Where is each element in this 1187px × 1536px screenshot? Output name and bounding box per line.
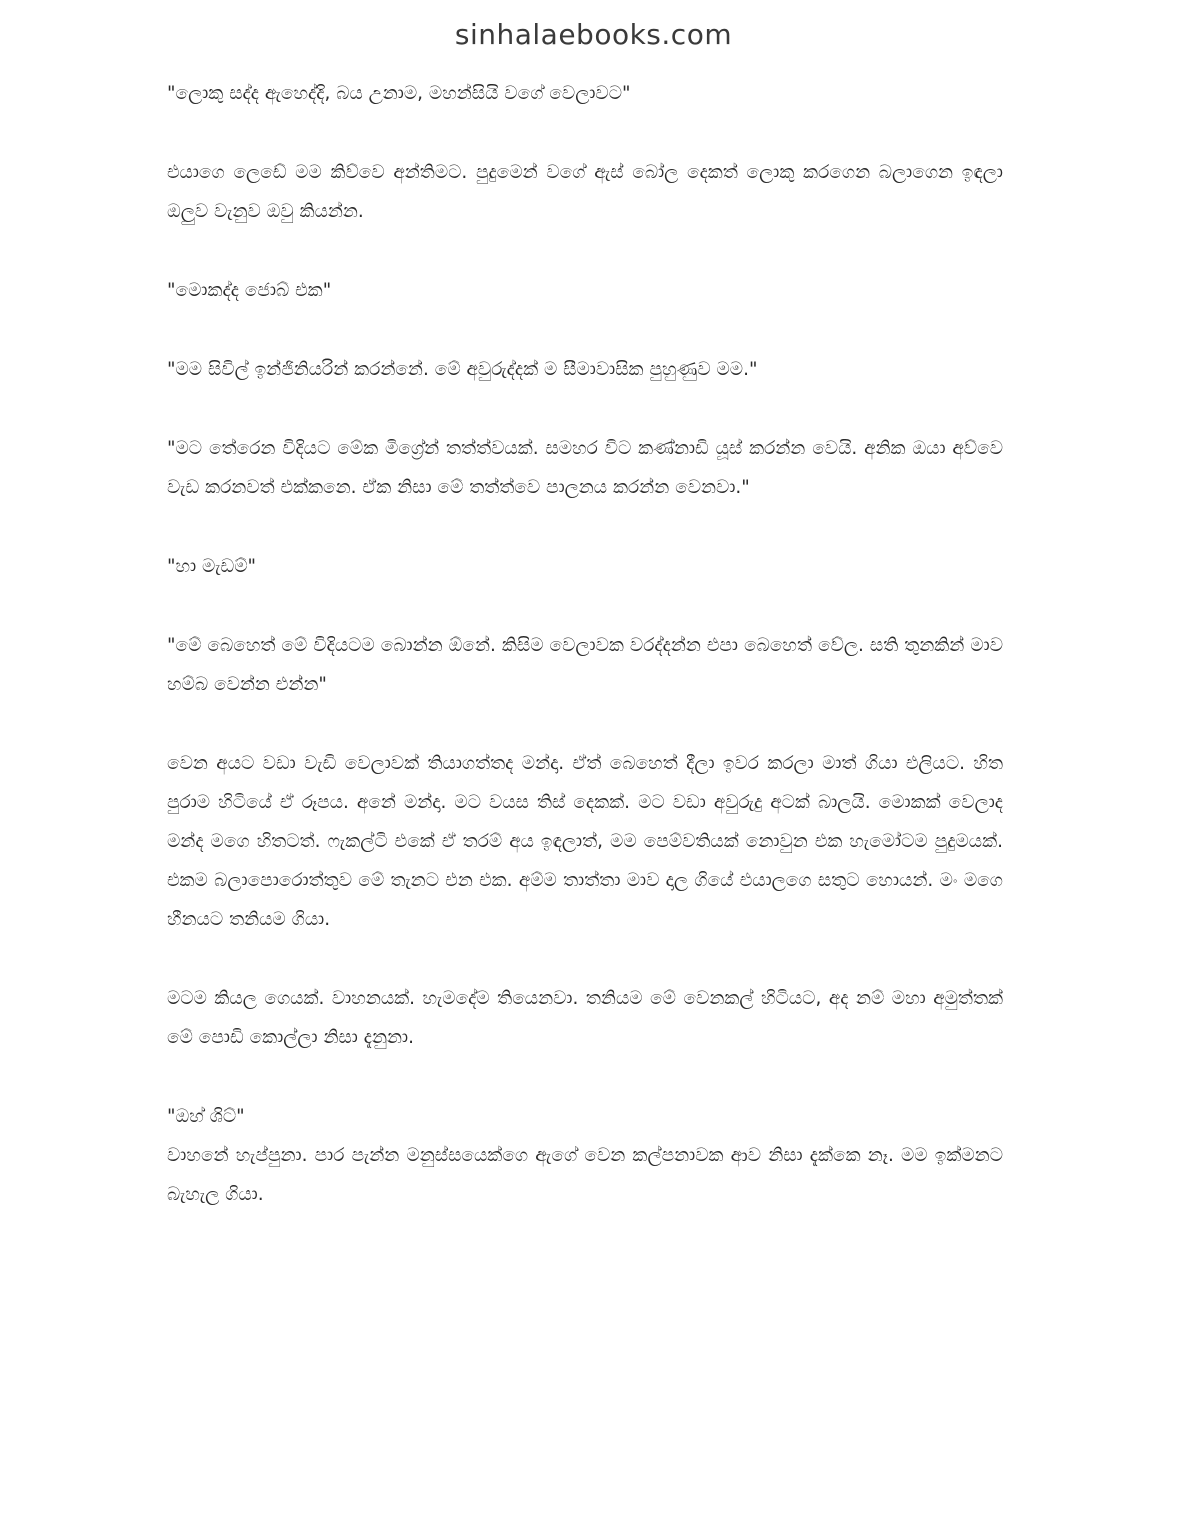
paragraph: "ඔහ් ශිට්" — [167, 1106, 245, 1127]
paragraph: එයාගෙ ලෙඩේ මම කිව්වෙ අන්තිමට. පුදුමෙන් වගේ ඇස් බෝල දෙකත් ලොකු කරගෙන බලාගෙන ඉඳලා ඔලුව වැනුව ඔවු කියන්න. — [167, 162, 1003, 222]
paragraph: වෙන අයට වඩා වැඩි වෙලාවක් තියාගත්තද මන්දා. ඒත් බෙහෙත් දීලා ඉවර කරලා මාත් ගියා එලියට. හිත පුරාම හිටියේ ඒ රූපය. අනේ මන්දා. මට වයස තිස් දෙකක්. මට වඩා අවුරුදු අටක් බාලයි. මොකක් වෙලාද මන්ද මගෙ හිතටත්. ෆැකල්ටි එකේ ඒ තරම් අය ඉඳලාත්, මම පෙම්වතියක් නොවුන එක හැමෝටම පුදුමයක්. එකම බලාපොරොත්තුව මේ තැනට එන එක. අම්ම තාත්තා මාව දාල ගියේ එයාලගෙ සතුට හොයන්. මං මගෙ හීනයට තනියම ගියා. — [167, 753, 1003, 930]
paragraph: "මොකද්ද ජොබ් එක" — [167, 280, 332, 301]
paragraph: මටම කියල ගෙයක්. වාහනයක්. හැමදේම තියෙනවා. තනියම මේ වෙනකල් හිටියට, අද නම් මහා අමුත්තක් මේ පොඩි කොල්ලා නිසා දැනුනා. — [167, 988, 1003, 1048]
site-header: sinhalaebooks.com — [454, 18, 733, 51]
paragraph: "මේ බෙහෙත් මේ විදියටම බොන්න ඕනේ. කිසිම වෙලාවක වරද්දන්න එපා බෙහෙත් වේල. සති තුනකින් මාව හම්බ වෙන්න එන්න" — [167, 635, 1003, 695]
paragraph: "ලොකු සද්ද ඇහෙද්දි, බය උනාම, මහන්සියි වගේ වෙලාවට" — [167, 83, 631, 104]
paragraph: වාහනේ හැප්පුනා. පාර පැන්න මනුස්සයෙක්ගෙ ඇගේ වෙන කල්පනාවක ආව නිසා දැක්කෙ නෑ. මම ඉක්මනට බැහැල ගියා. — [167, 1145, 1003, 1205]
paragraph: "හා මැඩම්" — [167, 556, 257, 577]
page-body — [167, 74, 1003, 1254]
paragraph: "මට තේරෙන විදියට මේක මිග්‍රේන් තත්ත්වයක්. සමහර විට කණ්නාඩි යූස් කරන්න වෙයි. අනික ඔයා අව්වෙ වැඩ කරනවත් එක්කනෙ. ඒක නිසා මේ තත්ත්වෙ පාලනය කරන්න වෙනවා." — [167, 438, 1003, 498]
paragraph: "මම සිවිල් ඉන්ජිනියරින් කරන්නේ. මේ අවුරුද්දක් ම සීමාවාසික පුහුණුව මම." — [167, 359, 758, 380]
